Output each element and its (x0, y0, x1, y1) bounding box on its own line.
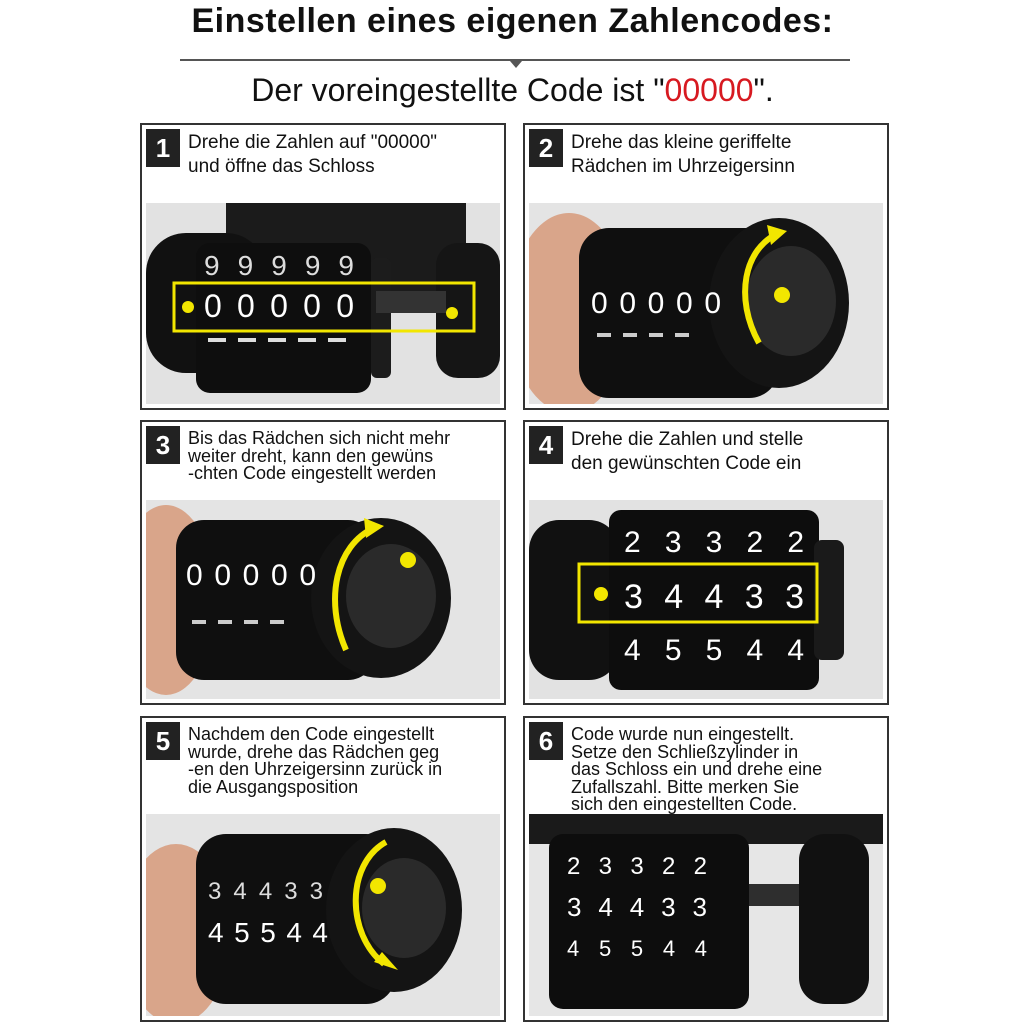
subtitle-end: ". (753, 72, 774, 108)
step-panel-2 (523, 123, 889, 410)
step-photo (529, 500, 883, 699)
step-text: Nachdem den Code eingestellt wurde, drehe das Rädchen geg -en den Uhrzeigersinn zurück in die Ausgangsposition (188, 724, 443, 797)
step-photo (146, 500, 500, 699)
digits-bot: 45544 (567, 936, 707, 961)
lock-photo-6 (529, 814, 883, 1016)
step-text: Code wurde nun eingestellt. Setze den Schließzylinder in das Schloss ein und drehe eine Zufallszahl. Bitte merken Sie sich den eingestellten Code. (571, 724, 823, 814)
lock-photo-3 (146, 500, 500, 699)
step-photo (529, 203, 883, 404)
digits-mid: 45544 (208, 917, 328, 948)
step-text: Bis das Rädchen sich nicht mehr weiter dreht, kann den gewüns -chten Code eingestellt werden (188, 428, 451, 483)
step-panel-3 (140, 420, 506, 705)
marker-dot (594, 587, 608, 601)
lock-photo-5 (146, 814, 500, 1016)
marker-dot (182, 301, 194, 313)
step-number: 2 (529, 129, 563, 167)
digits-mid: 00000 (591, 287, 721, 320)
digits-mid: 00000 (186, 559, 316, 592)
lock-photo-2 (529, 203, 883, 404)
step-photo (146, 814, 500, 1016)
subtitle-text: Der voreingestellte Code ist " (251, 72, 665, 108)
step-number: 1 (146, 129, 180, 167)
page-subtitle (0, 72, 1025, 109)
step-panel-5 (140, 716, 506, 1022)
step-panel-6 (523, 716, 889, 1022)
digits-mid: 34433 (624, 578, 804, 616)
step-number: 4 (529, 426, 563, 464)
marker-dot (446, 307, 458, 319)
step-panel-1 (140, 123, 506, 410)
digits-bot: 45544 (624, 634, 804, 667)
step-panel-4 (523, 420, 889, 705)
marker-dot (774, 287, 790, 303)
step-number: 5 (146, 722, 180, 760)
step-number: 3 (146, 426, 180, 464)
digits-top: 23322 (567, 853, 707, 880)
default-code: 00000 (664, 72, 754, 108)
digits-top: 23322 (624, 526, 804, 559)
step-photo (529, 814, 883, 1016)
step-text: Drehe die Zahlen und stelle den gewünschten Code ein (571, 429, 804, 474)
lock-photo-4 (529, 500, 883, 699)
digits-top: 34433 (208, 878, 323, 905)
step-text: Drehe die Zahlen auf "00000" und öffne das Schloss (188, 132, 438, 177)
step-text: Drehe das kleine geriffelte Rädchen im Uhrzeigersinn (571, 132, 795, 177)
marker-dot (370, 878, 386, 894)
step-photo (146, 203, 500, 404)
page-title: Einstellen eines eigenen Zahlencodes: (191, 2, 834, 40)
step-number: 6 (529, 722, 563, 760)
digits-mid: 34433 (567, 892, 707, 922)
digits-mid: 00000 (204, 288, 354, 324)
lock-photo-1 (146, 203, 500, 404)
marker-dot (400, 552, 416, 568)
digits-top: 99999 (204, 250, 354, 281)
divider-arrow-icon (510, 61, 522, 68)
